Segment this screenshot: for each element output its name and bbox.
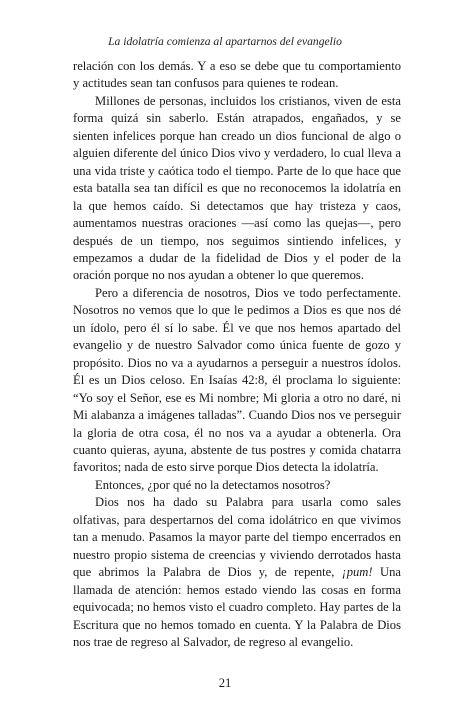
- text-segment: Dios nos ha dado su Palabra para usarla como sales olfativas, para despertarnos del coma idolátrico en que vivimos tan a menudo. Pasamos la mayor parte del tiempo encerrados en nuestro propio sistema de creencias y viviendo derrotados hasta que abrimos la Palabra de Dios y, de repente,: [73, 495, 401, 580]
- body-text: [73, 58, 401, 651]
- paragraph-3: [73, 285, 401, 477]
- page-number: 21: [218, 676, 232, 690]
- paragraph-1: [73, 58, 401, 93]
- text-segment: Pero a diferencia de nosotros, Dios ve todo perfectamente. Nosotros no vemos que lo que le pedimos a Dios es que nos dé un ídolo, pero él sí lo sabe. Él ve que nos hemos apartado del evangelio y de nuestro Salvador como única fuente de gozo y propósito. Dios no va a ayudarnos a perseguir a nuestros ídolos. Él es un Dios celoso. En Isaías 42:8, él proclama lo siguiente: “Yo soy el Señor, ese es Mi nombre; Mi gloria a otro no daré, ni Mi alabanza a imágenes talladas”. Cuando Dios nos ve perseguir la gloria de otra cosa, él no nos va a ayudar a obtenerla. Ora cuanto quieras, ayuna, abstente de tus postres y comida chatarra favoritos; nada de esto sirve porque Dios detecta la idolatría.: [73, 285, 401, 475]
- text-segment: Millones de personas, incluidos los cristianos, viven de esta forma quizá sin saberlo. Están atrapados, engañados, y se sienten infelices porque han creado un dios funcional de algo o alguien diferente del único Dios vivo y verdadero, lo cual lleva a una vida triste y caótica todo el tiempo. Parte de lo que hace que esta batalla sea tan difícil es que no reconocemos la idolatría en la que hemos caído. Si detectamos que hay tristeza y caos, aumentamos nuestras oraciones —así como las quejas—, pero después de un tiempo, nos seguimos sintiendo infelices, y empezamos a dudar de la fidelidad de Dios y el poder de la oración porque no nos ayudan a obtener lo que queremos.: [73, 93, 401, 283]
- text-segment: relación con los demás. Y a eso se debe que tu comportamiento y actitudes sean tan confusos para quienes te rodean.: [73, 59, 401, 91]
- text-segment: Una llamada de atención: hemos estado viendo las cosas en forma equivocada; no hemos visto el cuadro completo. Hay partes de la Escritura que no hemos tomado en cuenta. Y la Palabra de Dios nos trae de regreso al Salvador, de regreso al evangelio.: [73, 565, 401, 649]
- paragraph-5: [73, 494, 401, 651]
- running-head: La idolatría comienza al apartarnos del evangelio: [108, 35, 342, 48]
- paragraph-2: [73, 93, 401, 285]
- text-segment: Entonces, ¿por qué no la detectamos nosotros?: [95, 477, 331, 492]
- interjection: ¡pum!: [341, 565, 373, 580]
- paragraph-4: [73, 477, 401, 494]
